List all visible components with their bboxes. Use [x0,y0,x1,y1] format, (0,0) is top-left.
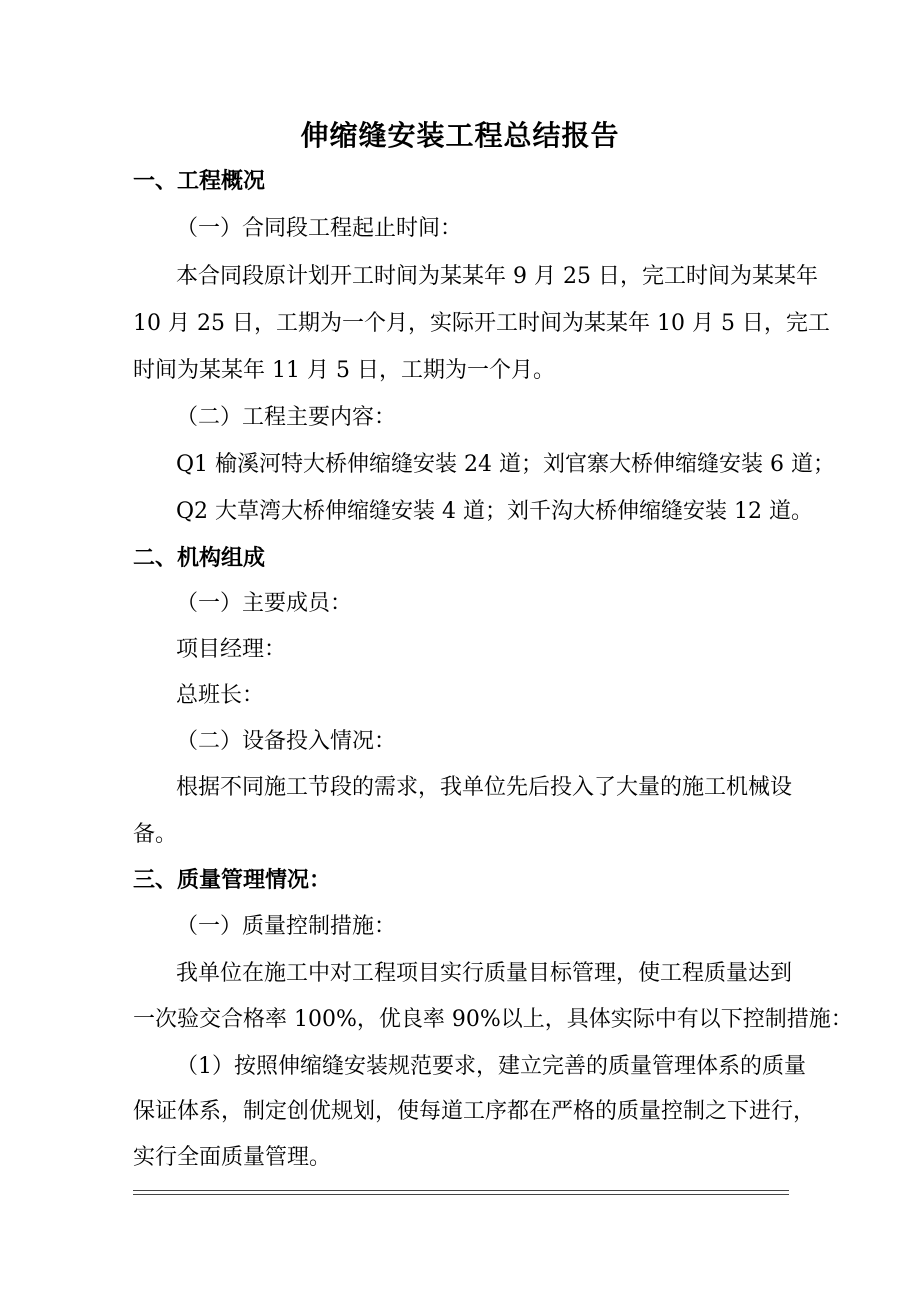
footer-double-rule [133,1190,789,1195]
subsection-heading-equipment: （二）设备投入情况： [176,729,397,754]
section-heading-project-overview: 一、工程概况 [133,168,266,194]
paragraph-line: 根据不同施工节段的需求，我单位先后投入了大量的施工机械设 [176,775,793,800]
paragraph-line: 一次验交合格率 100%，优良率 90%以上，具体实际中有以下控制措施： [133,1007,853,1032]
subsection-heading-contract-dates: （一）合同段工程起止时间： [176,216,463,241]
section-heading-quality-management: 三、质量管理情况： [133,867,332,893]
subsection-heading-main-content: （二）工程主要内容： [176,405,397,430]
field-label-project-manager: 项目经理： [176,637,287,662]
paragraph-line: 保证体系，制定创优规划，使每道工序都在严格的质量控制之下进行， [133,1099,816,1124]
paragraph-line: 我单位在施工中对工程项目实行质量目标管理，使工程质量达到 [176,961,793,986]
subsection-heading-quality-control: （一）质量控制措施： [176,914,397,939]
section-heading-organization: 二、机构组成 [133,545,266,571]
field-label-chief-foreman: 总班长： [176,683,265,708]
paragraph-line: 本合同段原计划开工时间为某某年 9 月 25 日，完工时间为某某年 [176,264,818,289]
paragraph-line: Q2 大草湾大桥伸缩缝安装 4 道；刘千沟大桥伸缩缝安装 12 道。 [176,499,813,524]
document-title: 伸缩缝安装工程总结报告 [300,119,620,152]
paragraph-line: 10 月 25 日，工期为一个月，实际开工时间为某某年 10 月 5 日，完工 [133,311,830,336]
subsection-heading-members: （一）主要成员： [176,591,353,616]
paragraph-line: 备。 [133,822,178,847]
paragraph-line: 实行全面质量管理。 [133,1145,332,1170]
paragraph-line: 时间为某某年 11 月 5 日，工期为一个月。 [133,358,555,383]
paragraph-line: Q1 榆溪河特大桥伸缩缝安装 24 道；刘官寨大桥伸缩缝安装 6 道； [176,452,835,477]
paragraph-line: （1）按照伸缩缝安装规范要求，建立完善的质量管理体系的质量 [176,1054,806,1079]
